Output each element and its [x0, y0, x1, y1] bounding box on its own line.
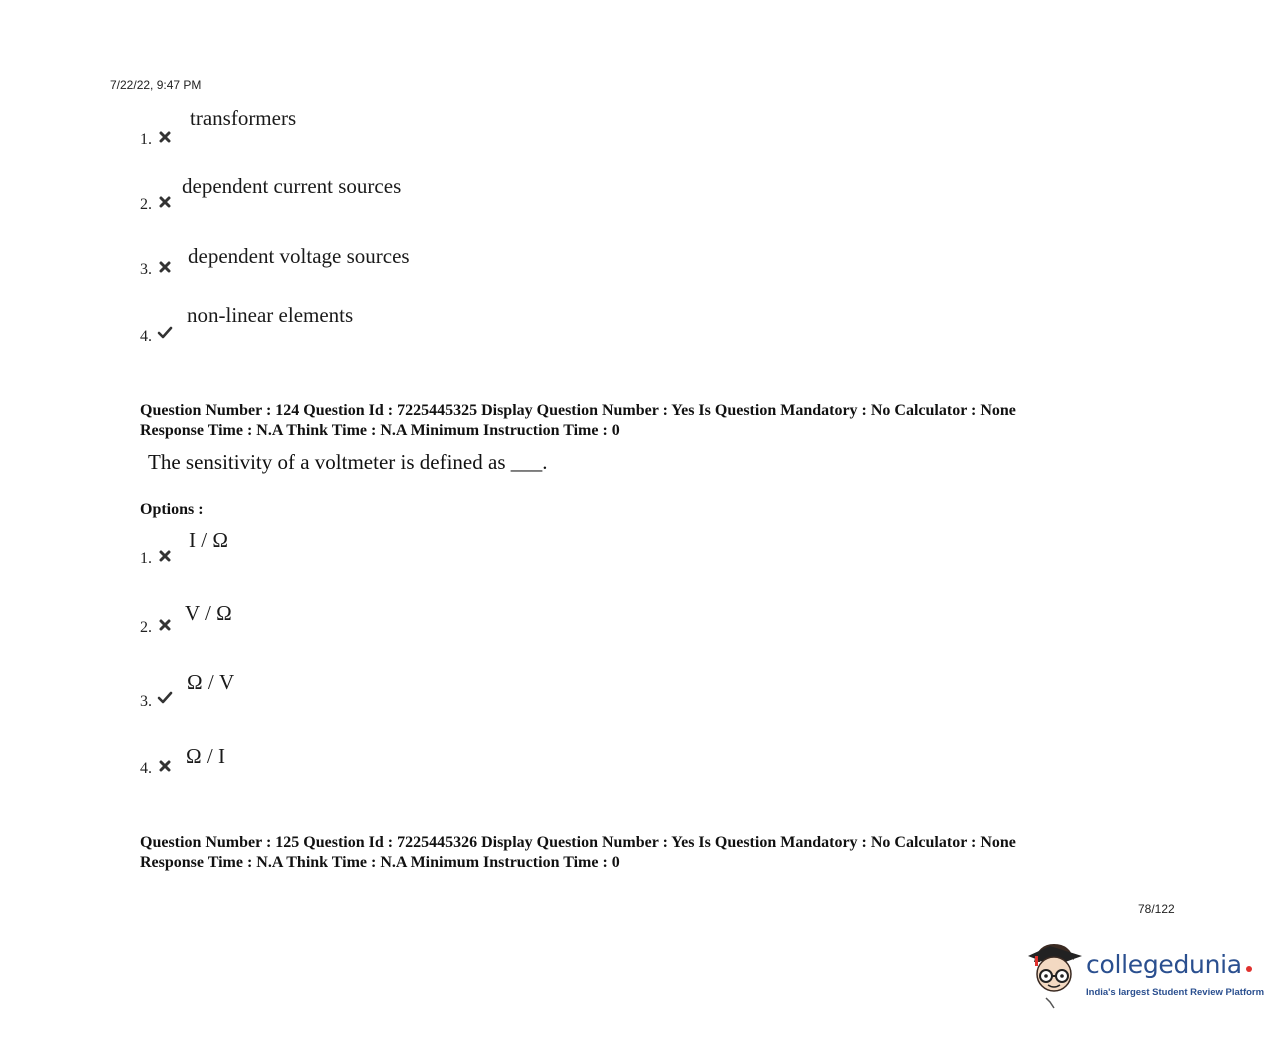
option-text: dependent voltage sources [188, 244, 410, 268]
option-text: transformers [190, 106, 297, 130]
question-124-text: The sensitivity of a voltmeter is defined as ___. [148, 450, 548, 474]
check-mark-icon [157, 691, 173, 705]
question-125-meta [140, 833, 1016, 873]
cross-mark-icon [158, 195, 172, 209]
print-timestamp: 7/22/22, 9:47 PM [110, 78, 202, 92]
question-meta-line: Question Number : 125 Question Id : 7225445326 Display Question Number : Yes Is Question Mandatory : No Calculator : None [140, 834, 1016, 851]
option-number: 2. [140, 196, 152, 213]
question-124-meta [140, 401, 1016, 441]
option-number: 3. [140, 693, 152, 710]
cross-mark-icon [158, 618, 172, 632]
cross-mark-icon [158, 549, 172, 563]
option-text: I / Ω [189, 528, 228, 552]
logo-brand-name: collegedunia [1086, 950, 1242, 979]
question-meta-line: Question Number : 124 Question Id : 7225445325 Display Question Number : Yes Is Question Mandatory : No Calculator : None [140, 402, 1016, 419]
option-number: 1. [140, 550, 152, 567]
option-text: V / Ω [185, 601, 232, 625]
option-text: non-linear elements [187, 303, 354, 327]
option-number: 4. [140, 328, 152, 345]
question-meta-line: Response Time : N.A Think Time : N.A Minimum Instruction Time : 0 [140, 854, 620, 871]
option-text: Ω / V [187, 670, 235, 694]
option-number: 1. [140, 131, 152, 148]
logo-tagline: India's largest Student Review Platform [1086, 987, 1265, 998]
option-text: Ω / I [186, 744, 225, 768]
cross-mark-icon [158, 260, 172, 274]
check-mark-icon [157, 326, 173, 340]
cross-mark-icon [158, 130, 172, 144]
page-number: 78/122 [1138, 902, 1175, 916]
collegedunia-logo[interactable] [1024, 938, 1265, 1010]
options-label: Options : [140, 501, 204, 518]
option-text: dependent current sources [182, 174, 402, 198]
mascot-icon [1024, 938, 1086, 1010]
option-number: 3. [140, 261, 152, 278]
logo-dot [1246, 966, 1252, 972]
option-number: 4. [140, 760, 152, 777]
option-number: 2. [140, 619, 152, 636]
cross-mark-icon [158, 759, 172, 773]
question-meta-line: Response Time : N.A Think Time : N.A Minimum Instruction Time : 0 [140, 422, 620, 439]
